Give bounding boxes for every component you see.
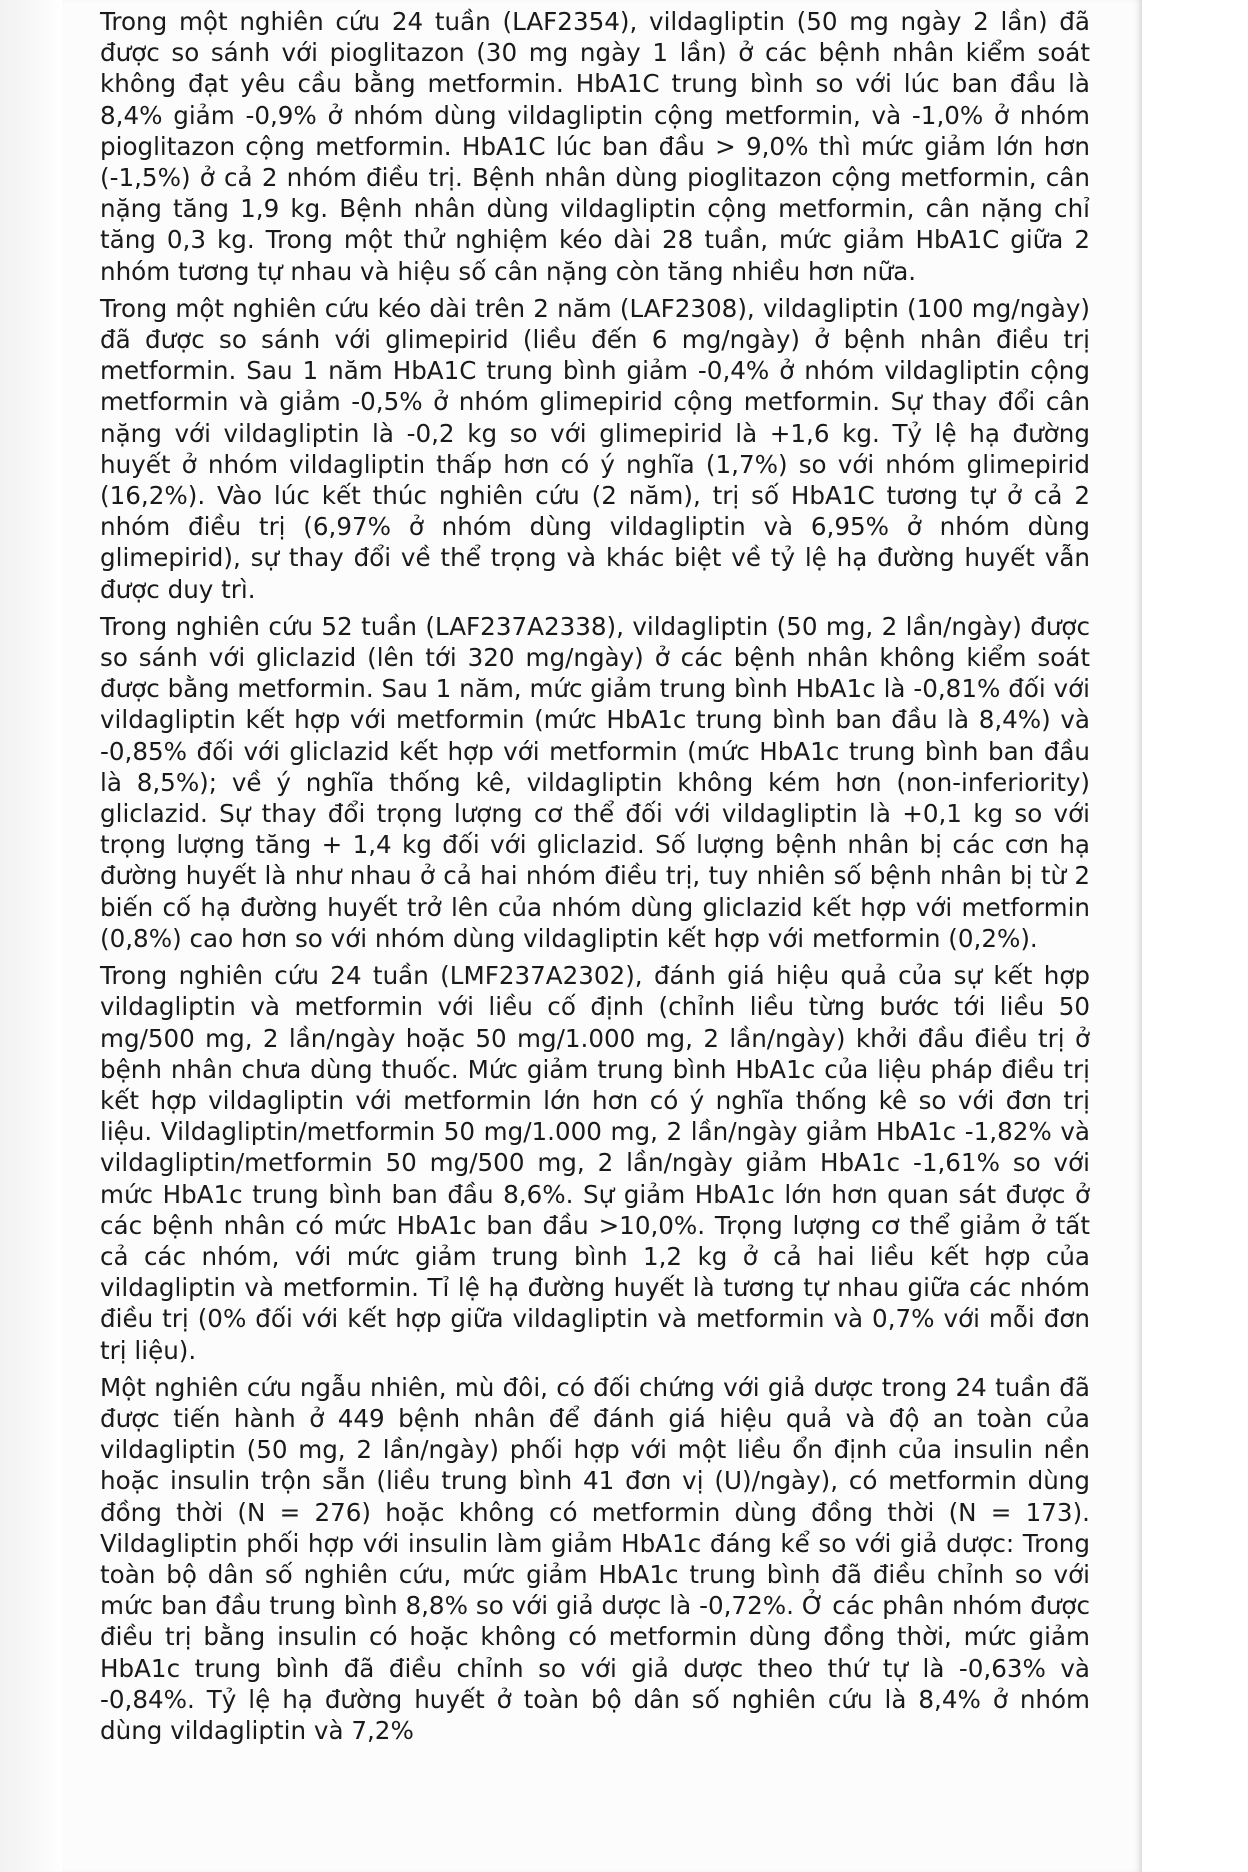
paragraph-lmf237a2302: Trong nghiên cứu 24 tuần (LMF237A2302), đánh giá hiệu quả của sự kết hợp vildagliptin và metformin với liều cố định (chỉnh liều từng bước tới liều 50 mg/500 mg, 2 lần/ngày hoặc 50 mg/1.000 mg, 2 lần/ngày) khởi đầu điều trị ở bệnh nhân chưa dùng thuốc. Mức giảm trung bình HbA1c của liệu pháp điều trị kết hợp vildagliptin với metformin lớn hơn có ý nghĩa thống kê so với đơn trị liệu. Vildagliptin/metformin 50 mg/1.000 mg, 2 lần/ngày giảm HbA1c -1,82% và vildagliptin/metformin 50 mg/500 mg, 2 lần/ngày giảm HbA1c -1,61% so với mức HbA1c trung bình ban đầu 8,6%. Sự giảm HbA1c lớn hơn quan sát được ở các bệnh nhân có mức HbA1c ban đầu >10,0%. Trọng lượng cơ thể giảm ở tất cả các nhóm, với mức giảm trung bình 1,2 kg ở cả hai liều kết hợp của vildagliptin và metformin. Tỉ lệ hạ đường huyết là tương tự nhau giữa các nhóm điều trị (0% đối với kết hợp giữa vildagliptin và metformin và 0,7% với mỗi đơn trị liệu). — [100, 961, 1090, 1365]
document-body — [100, 6, 1090, 1752]
paragraph-laf237a2338: Trong nghiên cứu 52 tuần (LAF237A2338), vildagliptin (50 mg, 2 lần/ngày) được so sánh với gliclazid (lên tới 320 mg/ngày) ở các bệnh nhân không kiểm soát được bằng metformin. Sau 1 năm, mức giảm trung bình HbA1c là -0,81% đối với vildagliptin kết hợp với metformin (mức HbA1c trung bình ban đầu là 8,4%) và -0,85% đối với gliclazid kết hợp với metformin (mức HbA1c trung bình ban đầu là 8,5%); về ý nghĩa thống kê, vildagliptin không kém hơn (non-inferiority) gliclazid. Sự thay đổi trọng lượng cơ thể đối với vildagliptin là +0,1 kg so với trọng lượng tăng + 1,4 kg đối với gliclazid. Số lượng bệnh nhân bị các cơn hạ đường huyết là như nhau ở cả hai nhóm điều trị, tuy nhiên số bệnh nhân bị từ 2 biến cố hạ đường huyết trở lên của nhóm dùng gliclazid kết hợp với metformin (0,8%) cao hơn so với nhóm dùng vildagliptin kết hợp với metformin (0,2%). — [100, 611, 1090, 953]
page-right-margin — [1142, 0, 1248, 1872]
paragraph-insulin-study: Một nghiên cứu ngẫu nhiên, mù đôi, có đối chứng với giả dược trong 24 tuần đã được tiến hành ở 449 bệnh nhân để đánh giá hiệu quả và độ an toàn của vildagliptin (50 mg, 2 lần/ngày) phối hợp với một liều ổn định của insulin nền hoặc insulin trộn sẵn (liều trung bình 41 đơn vị (U)/ngày), có metformin dùng đồng thời (N = 276) hoặc không có metformin dùng đồng thời (N = 173). Vildagliptin phối hợp với insulin làm giảm HbA1c đáng kể so với giả dược: Trong toàn bộ dân số nghiên cứu, mức giảm HbA1c trung bình đã điều chỉnh so với mức ban đầu trung bình 8,8% so với giả dược là -0,72%. Ở các phân nhóm được điều trị bằng insulin có hoặc không có metformin dùng đồng thời, mức giảm HbA1c trung bình đã điều chỉnh so với giả dược theo thứ tự là -0,63% và -0,84%. Tỷ lệ hạ đường huyết ở toàn bộ dân số nghiên cứu là 8,4% ở nhóm dùng vildagliptin và 7,2% — [100, 1372, 1090, 1745]
paragraph-laf2354: Trong một nghiên cứu 24 tuần (LAF2354), vildagliptin (50 mg ngày 2 lần) đã được so sánh với pioglitazon (30 mg ngày 1 lần) ở các bệnh nhân kiểm soát không đạt yêu cầu bằng metformin. HbA1C trung bình so với lúc ban đầu là 8,4% giảm -0,9% ở nhóm dùng vildagliptin cộng metformin, và -1,0% ở nhóm pioglitazon cộng metformin. HbA1C lúc ban đầu > 9,0% thì mức giảm lớn hơn (-1,5%) ở cả 2 nhóm điều trị. Bệnh nhân dùng pioglitazon cộng metformin, cân nặng tăng 1,9 kg. Bệnh nhân dùng vildagliptin cộng metformin, cân nặng chỉ tăng 0,3 kg. Trong một thử nghiệm kéo dài 28 tuần, mức giảm HbA1C giữa 2 nhóm tương tự nhau và hiệu số cân nặng còn tăng nhiều hơn nữa. — [100, 7, 1090, 286]
paragraph-laf2308: Trong một nghiên cứu kéo dài trên 2 năm (LAF2308), vildagliptin (100 mg/ngày) đã được so sánh với glimepirid (liều đến 6 mg/ngày) ở bệnh nhân điều trị metformin. Sau 1 năm HbA1C trung bình giảm -0,4% ở nhóm vildagliptin cộng metformin và giảm -0,5% ở nhóm glimepirid cộng metformin. Sự thay đổi cân nặng với vildagliptin là -0,2 kg so với glimepirid là +1,6 kg. Tỷ lệ hạ đường huyết ở nhóm vildagliptin thấp hơn có ý nghĩa (1,7%) so với nhóm glimepirid (16,2%). Vào lúc kết thúc nghiên cứu (2 năm), trị số HbA1C tương tự ở cả 2 nhóm điều trị (6,97% ở nhóm dùng vildagliptin và 6,95% ở nhóm dùng glimepirid), sự thay đổi về thể trọng và khác biệt về tỷ lệ hạ đường huyết vẫn được duy trì. — [100, 293, 1090, 604]
page-left-margin — [0, 0, 62, 1872]
